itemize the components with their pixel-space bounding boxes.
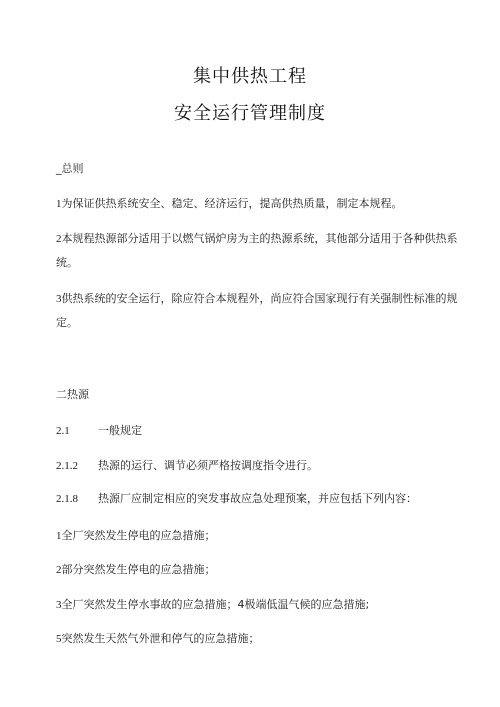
subsection-line — [56, 492, 466, 506]
item-text: 为保证供热系统安全、稳定、经济运行，提高供热质量，制定本规程。 — [61, 197, 403, 210]
list-item — [56, 197, 466, 211]
list-item — [56, 598, 466, 612]
item-text: 本规程热源部分适用于以燃气锅炉房为主的热源系统，其他部分适用于各种供热系统。 — [56, 232, 458, 269]
section-heading-general — [56, 162, 466, 176]
item-number: 2 — [56, 233, 62, 245]
subsection-number: 2.1 — [56, 425, 70, 437]
subsection-text: 一般规定 — [98, 424, 142, 437]
item-text: 供热系统的安全运行，除应符合本规程外，尚应符合国家现行有关强制性标准的规定。 — [56, 292, 458, 329]
item-number: 5 — [56, 633, 62, 645]
item-text: 突然发生天然气外泄和停气的应急措施； — [61, 632, 260, 645]
item-text: 部分突然发生停电的应急措施； — [61, 563, 216, 576]
list-item — [56, 632, 466, 646]
item-number: 2 — [56, 564, 62, 576]
item-number: 3 — [56, 293, 62, 305]
item-number: 1 — [56, 530, 62, 542]
list-item — [56, 563, 466, 577]
item-text: 全厂突然发生停水事故的应急措施；4极端低温气候的应急措施; — [61, 598, 370, 611]
list-item — [56, 529, 466, 543]
item-number: 3 — [56, 599, 62, 611]
section-heading-text: _总则 — [56, 162, 84, 175]
item-number: 1 — [56, 198, 62, 210]
subsection-number: 2.1.2 — [56, 460, 78, 472]
list-item — [56, 227, 466, 275]
subsection-text: 热源的运行、调节必须严格按调度指令进行。 — [98, 459, 318, 472]
list-item — [56, 287, 466, 335]
item-text: 全厂突然发生停电的应急措施； — [61, 529, 216, 542]
subsection-line — [56, 424, 466, 438]
section-heading-heat-source — [56, 388, 466, 402]
subsection-number: 2.1.8 — [56, 493, 78, 505]
subsection-text: 热源厂应制定相应的突发事故应急处理预案，并应包括下列内容： — [98, 492, 417, 505]
section-heading-text: 二热源 — [56, 388, 89, 401]
subsection-line — [56, 459, 466, 473]
document-title: 集中供热工程 — [193, 66, 307, 87]
document-subtitle: 安全运行管理制度 — [174, 103, 326, 124]
